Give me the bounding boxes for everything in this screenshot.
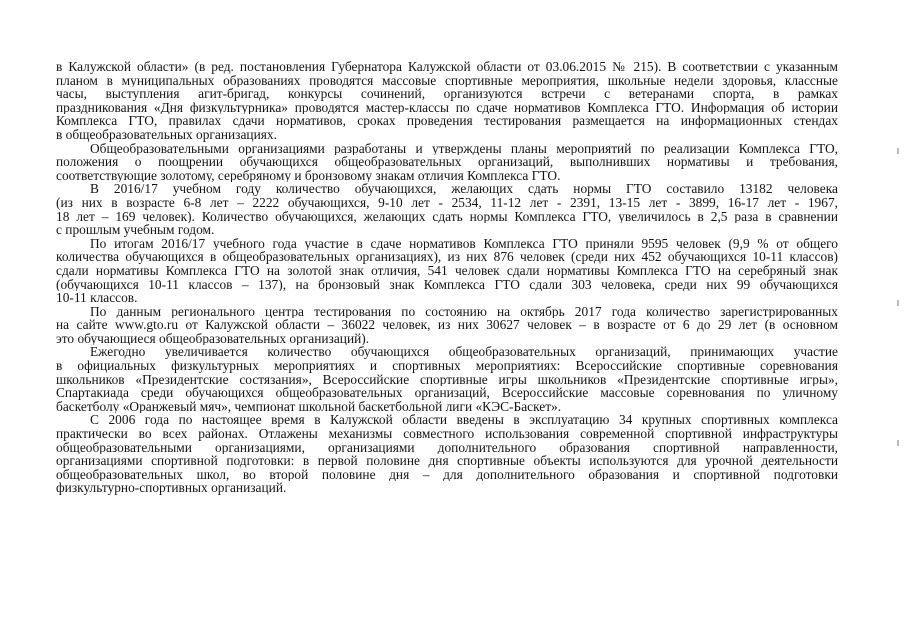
text-line: школьников «Президентские состязания», Всероссийские спортивные игры школьников «Президентские спортивные игры», — [56, 372, 838, 387]
text-line: на сайте www.gto.ru от Калужской области – 36022 человек, из них 30627 человек – в возрасте от 6 до 29 лет (в основном — [56, 318, 838, 332]
text-line: сдали нормативы Комплекса ГТО на золотой знак отличия, 541 человек сдали нормативы Комплекса ГТО на серебряный знак — [56, 263, 838, 278]
text-line: Общеобразовательными организациями разработаны и утверждены планы мероприятий по реализации Комплекса ГТО, — [90, 141, 838, 156]
paragraph-4 — [56, 237, 838, 305]
text-line: В 2016/17 учебном году количество обучающихся, желающих сдать нормы ГТО составило 13182 человека — [90, 182, 838, 196]
text-line: праздникования «Дня физкультурника» проводятся мастер-классы по сдаче нормативов Комплекса ГТО. Информация об истории — [56, 100, 838, 115]
text-line: в Калужской области» (в ред. постановления Губернатора Калужской области от 03.06.2015 № 215). В соответствии с указанным — [56, 60, 838, 74]
text-line: Комплекса ГТО, правилах сдачи нормативов, сроках проведения тестирования размещается на информационных стендах — [56, 114, 838, 128]
text-line: в официальных физкультурных мероприятиях и спортивных мероприятиях: Всероссийские спортивные соревнования — [56, 359, 838, 373]
text-line: с прошлым учебным годом. — [56, 223, 215, 237]
text-line: положения о поощрении обучающихся общеобразовательных организаций, выполнивших нормативы и требования, — [56, 155, 838, 169]
text-line: соответствующие золотому, серебряному и бронзовому знакам отличия Комплекса ГТО. — [56, 168, 561, 183]
text-line: По данным регионального центра тестирования по состоянию на октябрь 2017 года количество зарегистрированных — [90, 304, 838, 319]
text-line: баскетболу «Оранжевый мяч», чемпионат школьной баскетбольной лиги «КЭС-Баскет». — [56, 399, 562, 414]
text-line: физкультурно-спортивных организаций. — [56, 481, 287, 495]
text-line: организациями спортивной подготовки: в первой половине дня спортивные объекты используются для урочной деятельности — [56, 454, 838, 468]
text-line: планом в муниципальных образованиях проводятся массовые спортивные мероприятия, школьные недели здоровья, классные — [56, 73, 838, 88]
paragraph-1 — [56, 60, 838, 142]
scan-artifact — [897, 300, 899, 306]
text-line: Спартакиада среди обучающихся общеобразовательных организаций, Всероссийские массовые соревнования по уличному — [56, 386, 838, 400]
text-line: 18 лет – 169 человек). Количество обучающихся, желающих сдать нормы Комплекса ГТО, увеличилось в 2,5 раза в сравнении — [56, 209, 838, 224]
text-line: 10-11 классов. — [56, 291, 138, 305]
scan-artifact — [897, 440, 899, 446]
text-line: общеобразовательных школ, во второй половине дня – для дополнительного образования и спортивной подготовки — [56, 467, 838, 482]
text-line: практически во всех районах. Отлажены механизмы совместного использования современной спортивной инфраструктуры — [56, 427, 838, 441]
paragraph-7 — [56, 413, 838, 495]
text-line: Ежегодно увеличивается количество обучающихся общеобразовательных организаций, принимающих участие — [90, 345, 838, 360]
scan-artifact — [897, 148, 899, 154]
document-page — [56, 60, 838, 495]
text-line: общеобразовательными организациями, организациями дополнительного образования спортивной направленности, — [56, 440, 838, 455]
text-line: это обучающиеся общеобразовательных организаций). — [56, 331, 370, 346]
paragraph-2 — [56, 142, 838, 183]
text-line: С 2006 года по настоящее время в Калужской области введены в эксплуатацию 34 крупных спортивных комплекса — [90, 413, 838, 428]
text-line: По итогам 2016/17 учебного года участие в сдаче нормативов Комплекса ГТО приняли 9595 человек (9,9 % от общего — [90, 236, 838, 251]
paragraph-6 — [56, 345, 838, 413]
paragraph-5 — [56, 305, 838, 346]
text-line: (обучающихся 10-11 классов – 137), на бронзовый знак Комплекса ГТО сдали 303 человека, среди них 99 обучающихся — [56, 277, 838, 292]
text-line: (из них в возрасте 6-8 лет – 2222 обучающихся, 9-10 лет - 2534, 11-12 лет - 2391, 13-15 лет - 3899, 16-17 лет - 1967, — [56, 195, 838, 210]
paragraph-3 — [56, 182, 838, 236]
text-line: в общеобразовательных организациях. — [56, 127, 277, 142]
text-line: часы, выступления агит-бригад, конкурсы сочинений, организуются встречи с ветеранами спорта, в рамках — [56, 87, 838, 101]
text-line: количества обучающихся в общеобразовательных организациях), из них 876 человек (среди них 452 обучающихся 10-11 классов) — [56, 250, 838, 264]
